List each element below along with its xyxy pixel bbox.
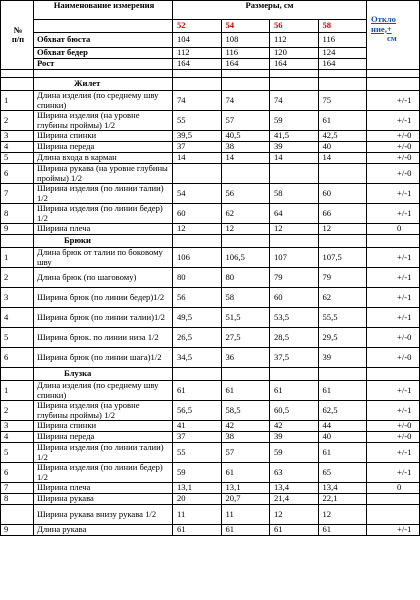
table-row <box>1 328 420 348</box>
row-name: Ширина брюк. по линии низа 1/2 <box>34 328 173 348</box>
row-tolerance: +/-0 <box>367 164 420 184</box>
row-value: 11 <box>173 505 222 525</box>
table-row <box>1 164 420 184</box>
param-value: 120 <box>270 48 319 59</box>
number-label: № <box>13 24 23 35</box>
row-tolerance: +/-1 <box>367 525 420 536</box>
row-value: 40,5 <box>221 131 270 142</box>
row-value: 58,5 <box>221 401 270 421</box>
row-value: 61 <box>173 525 222 536</box>
row-number: 4 <box>1 308 34 328</box>
table-row <box>1 153 420 164</box>
row-value: 37 <box>173 432 222 443</box>
empty-cell <box>270 78 319 91</box>
row-tolerance: 0 <box>367 483 420 494</box>
table-row <box>1 432 420 443</box>
row-value: 26,5 <box>173 328 222 348</box>
row-value: 56 <box>173 288 222 308</box>
tolerance-label-line: Откло <box>371 14 396 24</box>
row-value: 60 <box>173 204 222 224</box>
row-value: 13,1 <box>173 483 222 494</box>
empty-cell <box>173 235 222 248</box>
row-number: 8 <box>1 494 34 505</box>
row-number: 4 <box>1 142 34 153</box>
row-tolerance: +/-0 <box>367 153 420 164</box>
row-value: 21,4 <box>270 494 319 505</box>
row-number: 7 <box>1 184 34 204</box>
row-value: 55 <box>173 443 222 463</box>
param-value: 108 <box>221 33 270 48</box>
param-label: Обхват бюста <box>34 33 173 48</box>
param-label: Обхват бедер <box>34 48 173 59</box>
empty-cell <box>318 235 367 248</box>
empty-cell <box>173 368 222 381</box>
section-title: Брюки <box>34 235 173 248</box>
row-value: 58 <box>270 184 319 204</box>
table-row <box>1 224 420 235</box>
row-value: 61 <box>270 381 319 401</box>
row-value: 14 <box>318 153 367 164</box>
row-value: 53,5 <box>270 308 319 328</box>
row-number: 2 <box>1 111 34 131</box>
param-row <box>1 33 420 48</box>
row-value: 62 <box>221 204 270 224</box>
tolerance-label-line: см <box>387 33 397 43</box>
table-row <box>1 248 420 268</box>
row-value: 63 <box>270 463 319 483</box>
row-name: Ширина плеча <box>34 224 173 235</box>
tolerance-label-line: ние,+ <box>371 23 392 34</box>
row-value: 60 <box>318 184 367 204</box>
table-row <box>1 111 420 131</box>
row-tolerance: +/-1 <box>367 308 420 328</box>
row-tolerance <box>367 505 420 525</box>
empty-cell <box>221 235 270 248</box>
empty-cell <box>1 78 34 91</box>
row-value: 12 <box>270 224 319 235</box>
empty-cell <box>221 78 270 91</box>
param-value: 116 <box>318 33 367 48</box>
table-row <box>1 204 420 224</box>
table-row <box>1 421 420 432</box>
row-value: 14 <box>173 153 222 164</box>
row-value: 57 <box>221 443 270 463</box>
row-name: Длина изделия (по среднему шву спинки) <box>34 381 173 401</box>
size-number: 58 <box>318 20 367 33</box>
row-value: 55 <box>173 111 222 131</box>
row-number: 3 <box>1 131 34 142</box>
row-tolerance: +/-1 <box>367 443 420 463</box>
param-value: 124 <box>318 48 367 59</box>
row-name: Длина брюк от талии по боковому шву <box>34 248 173 268</box>
row-name: Ширина изделия (по линии бедер) 1/2 <box>34 463 173 483</box>
row-tolerance: +/-1 <box>367 288 420 308</box>
row-value: 106,5 <box>221 248 270 268</box>
empty-cell <box>270 235 319 248</box>
section-row <box>1 235 420 248</box>
row-name: Ширина рукава (на уровне глубины проймы) 1/2 <box>34 164 173 184</box>
table-row <box>1 184 420 204</box>
row-value: 61 <box>221 525 270 536</box>
row-tolerance: +/-1 <box>367 463 420 483</box>
row-value: 39,5 <box>173 131 222 142</box>
row-tolerance: +/-1 <box>367 268 420 288</box>
row-value: 106 <box>173 248 222 268</box>
row-value: 80 <box>173 268 222 288</box>
row-tolerance: +/-1 <box>367 184 420 204</box>
row-number: 1 <box>1 381 34 401</box>
row-number: 9 <box>1 224 34 235</box>
row-value <box>270 164 319 184</box>
number-header-cell <box>1 1 34 70</box>
row-value: 55,5 <box>318 308 367 328</box>
table-row <box>1 288 420 308</box>
row-value: 42 <box>270 421 319 432</box>
empty-cell <box>367 368 420 381</box>
table-row <box>1 401 420 421</box>
row-tolerance: +/-1 <box>367 401 420 421</box>
row-value: 39 <box>270 432 319 443</box>
param-row <box>1 59 420 70</box>
row-name: Ширина изделия (по линии талии) 1/2 <box>34 184 173 204</box>
sizes-header-cell: Размеры, см <box>173 1 367 20</box>
row-value: 14 <box>270 153 319 164</box>
empty-cell <box>1 235 34 248</box>
row-value: 59 <box>270 443 319 463</box>
row-tolerance: +/-1 <box>367 248 420 268</box>
row-value: 61 <box>318 111 367 131</box>
row-number: 6 <box>1 463 34 483</box>
row-number: 9 <box>1 525 34 536</box>
row-value: 39 <box>318 348 367 368</box>
row-value: 13,4 <box>270 483 319 494</box>
row-name: Ширина переда <box>34 142 173 153</box>
row-value: 56 <box>221 184 270 204</box>
row-value: 61 <box>221 381 270 401</box>
table-row <box>1 142 420 153</box>
row-number: 8 <box>1 204 34 224</box>
row-number: 6 <box>1 348 34 368</box>
row-number: 2 <box>1 268 34 288</box>
empty-cell <box>318 78 367 91</box>
empty-cell <box>221 70 270 78</box>
row-number: 5 <box>1 443 34 463</box>
row-value: 12 <box>318 505 367 525</box>
row-value: 28,5 <box>270 328 319 348</box>
row-value: 12 <box>173 224 222 235</box>
table-row <box>1 525 420 536</box>
row-tolerance: +/-1 <box>367 91 420 111</box>
table-row <box>1 494 420 505</box>
row-number: 1 <box>1 248 34 268</box>
row-value: 39 <box>270 142 319 153</box>
table-row <box>1 483 420 494</box>
table-row <box>1 463 420 483</box>
empty-cell <box>367 78 420 91</box>
row-name: Ширина переда <box>34 432 173 443</box>
row-tolerance: +/-0 <box>367 142 420 153</box>
row-value: 42,5 <box>318 131 367 142</box>
row-value: 41 <box>173 421 222 432</box>
row-value: 65 <box>318 463 367 483</box>
row-value: 34,5 <box>173 348 222 368</box>
row-tolerance: +/-1 <box>367 204 420 224</box>
empty-cell <box>173 78 222 91</box>
row-name: Ширина спинки <box>34 421 173 432</box>
row-value: 61 <box>221 463 270 483</box>
row-number: 6 <box>1 164 34 184</box>
row-tolerance: +/-0 <box>367 131 420 142</box>
row-value: 13,4 <box>318 483 367 494</box>
row-value: 61 <box>318 443 367 463</box>
size-number: 52 <box>173 20 222 33</box>
measure-header-cell: Наименование измерения <box>34 1 173 20</box>
section-title: Блузка <box>34 368 173 381</box>
param-row <box>1 48 420 59</box>
row-name: Длина изделия (по среднему шву спинки) <box>34 91 173 111</box>
row-value: 60,5 <box>270 401 319 421</box>
row-tolerance: +/-1 <box>367 381 420 401</box>
row-value: 107,5 <box>318 248 367 268</box>
table-row <box>1 91 420 111</box>
empty-cell <box>318 70 367 78</box>
row-value: 74 <box>221 91 270 111</box>
row-tolerance <box>367 494 420 505</box>
row-name: Ширина изделия (по линии бедер) 1/2 <box>34 204 173 224</box>
row-value: 61 <box>270 525 319 536</box>
size-numbers-spacer <box>34 20 173 33</box>
row-value: 37 <box>173 142 222 153</box>
empty-cell <box>173 70 222 78</box>
row-value: 75 <box>318 91 367 111</box>
row-number: 4 <box>1 432 34 443</box>
row-name: Ширина брюк (по линии талии)1/2 <box>34 308 173 328</box>
row-value: 13,1 <box>221 483 270 494</box>
empty-cell <box>367 70 420 78</box>
row-value: 79 <box>270 268 319 288</box>
param-value: 164 <box>270 59 319 70</box>
spacer-row <box>1 70 420 78</box>
section-title: Жилет <box>34 78 173 91</box>
row-value: 59 <box>173 463 222 483</box>
number-label-2: п/п <box>11 34 25 44</box>
tolerance-header-cell <box>367 1 420 70</box>
row-value: 36 <box>221 348 270 368</box>
row-name: Длина входа в карман <box>34 153 173 164</box>
row-name: Ширина рукава <box>34 494 173 505</box>
empty-cell <box>1 70 34 78</box>
row-value: 64 <box>270 204 319 224</box>
row-value: 11 <box>221 505 270 525</box>
section-row <box>1 78 420 91</box>
row-value: 80 <box>221 268 270 288</box>
row-name: Длина брюк (по шаговому) <box>34 268 173 288</box>
row-name: Ширина брюк (по линии бедер)1/2 <box>34 288 173 308</box>
row-value: 58 <box>221 288 270 308</box>
row-value: 61 <box>318 525 367 536</box>
row-tolerance: +/-0 <box>367 348 420 368</box>
size-number: 54 <box>221 20 270 33</box>
row-value: 38 <box>221 432 270 443</box>
table-row <box>1 348 420 368</box>
table-row <box>1 268 420 288</box>
row-value: 74 <box>270 91 319 111</box>
table-row <box>1 443 420 463</box>
row-number: 5 <box>1 153 34 164</box>
row-value: 56,5 <box>173 401 222 421</box>
size-number: 56 <box>270 20 319 33</box>
row-value <box>173 164 222 184</box>
row-value: 20 <box>173 494 222 505</box>
row-tolerance: +/-0 <box>367 328 420 348</box>
section-row <box>1 368 420 381</box>
param-value: 112 <box>270 33 319 48</box>
row-value: 59 <box>270 111 319 131</box>
row-number: 1 <box>1 91 34 111</box>
row-value: 20,7 <box>221 494 270 505</box>
row-value: 44 <box>318 421 367 432</box>
param-label: Рост <box>34 59 173 70</box>
row-number: 2 <box>1 401 34 421</box>
size-numbers-row <box>1 20 420 33</box>
row-value: 62,5 <box>318 401 367 421</box>
row-value: 57 <box>221 111 270 131</box>
header-row <box>1 1 420 20</box>
row-name: Ширина рукава внизу рукава 1/2 <box>34 505 173 525</box>
row-number: 5 <box>1 328 34 348</box>
row-value: 54 <box>173 184 222 204</box>
row-value: 74 <box>173 91 222 111</box>
param-value: 112 <box>173 48 222 59</box>
row-value: 61 <box>318 381 367 401</box>
row-name: Ширина изделия (по линии талии) 1/2 <box>34 443 173 463</box>
empty-cell <box>318 368 367 381</box>
row-value: 49,5 <box>173 308 222 328</box>
row-tolerance: +/-0 <box>367 432 420 443</box>
row-value: 27,5 <box>221 328 270 348</box>
row-tolerance: 0 <box>367 224 420 235</box>
row-tolerance: +/-1 <box>367 111 420 131</box>
row-value: 38 <box>221 142 270 153</box>
empty-cell <box>270 368 319 381</box>
empty-cell <box>270 70 319 78</box>
param-value: 164 <box>173 59 222 70</box>
row-number: 3 <box>1 421 34 432</box>
row-value: 12 <box>270 505 319 525</box>
table-row <box>1 131 420 142</box>
row-name: Ширина брюк (по линии шага)1/2 <box>34 348 173 368</box>
row-value: 62 <box>318 288 367 308</box>
row-value: 61 <box>173 381 222 401</box>
empty-cell <box>34 70 173 78</box>
row-value: 12 <box>221 224 270 235</box>
row-value: 14 <box>221 153 270 164</box>
row-value <box>221 164 270 184</box>
row-number <box>1 505 34 525</box>
row-name: Ширина изделия (на уровне глубины проймы) 1/2 <box>34 111 173 131</box>
table-row <box>1 308 420 328</box>
row-value: 79 <box>318 268 367 288</box>
param-value: 164 <box>318 59 367 70</box>
row-value: 66 <box>318 204 367 224</box>
row-value <box>318 164 367 184</box>
table-row <box>1 381 420 401</box>
param-value: 164 <box>221 59 270 70</box>
empty-cell <box>221 368 270 381</box>
row-tolerance: +/-0 <box>367 421 420 432</box>
row-value: 22,1 <box>318 494 367 505</box>
row-value: 40 <box>318 142 367 153</box>
row-value: 37,5 <box>270 348 319 368</box>
row-value: 41,5 <box>270 131 319 142</box>
empty-cell <box>1 368 34 381</box>
row-value: 107 <box>270 248 319 268</box>
tolerance-label <box>369 1 419 44</box>
param-value: 116 <box>221 48 270 59</box>
row-name: Длина рукава <box>34 525 173 536</box>
row-value: 29,5 <box>318 328 367 348</box>
row-number: 3 <box>1 288 34 308</box>
row-name: Ширина изделия (на уровне глубины проймы) 1/2 <box>34 401 173 421</box>
row-value: 40 <box>318 432 367 443</box>
row-value: 42 <box>221 421 270 432</box>
row-number: 7 <box>1 483 34 494</box>
row-value: 60 <box>270 288 319 308</box>
row-value: 12 <box>318 224 367 235</box>
param-value: 104 <box>173 33 222 48</box>
row-value: 51,5 <box>221 308 270 328</box>
table-row <box>1 505 420 525</box>
empty-cell <box>367 235 420 248</box>
row-name: Ширина плеча <box>34 483 173 494</box>
row-name: Ширина спинки <box>34 131 173 142</box>
